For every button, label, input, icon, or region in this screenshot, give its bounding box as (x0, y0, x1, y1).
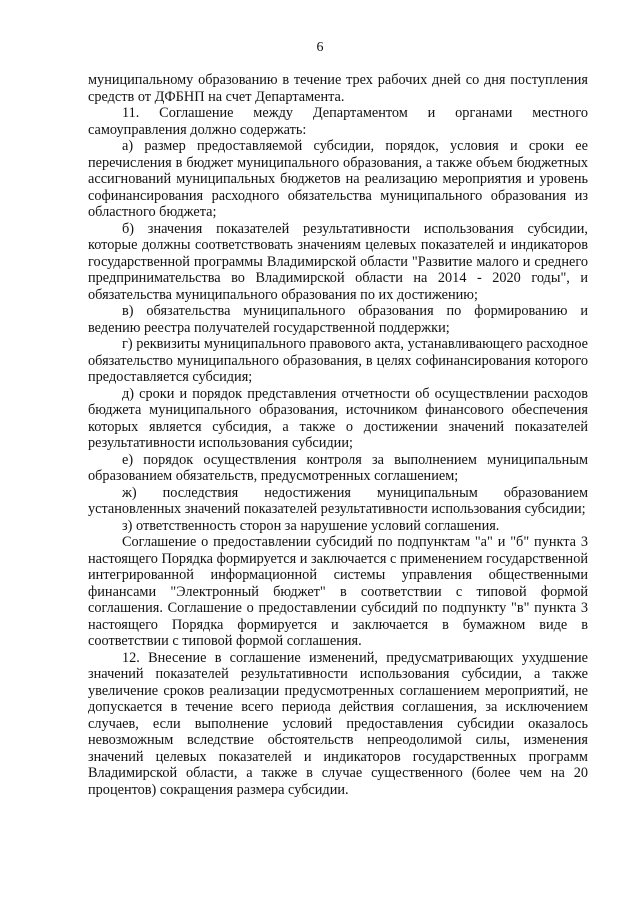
paragraph-clause-11: 11. Соглашение между Департаментом и органами местного самоуправления должно содержать: (88, 105, 588, 138)
paragraph-item-g: г) реквизиты муниципального правового акта, устанавливающего расходное обязательство муниципального образования, в целях софинансирования которого предоставляется субсидия; (88, 336, 588, 385)
paragraph-clause-12: 12. Внесение в соглашение изменений, предусматривающих ухудшение значений показателей результативности использования субсидии, а также увеличение сроков реализации предусмотренных соглашением мероприятий, не допускается в течение всего периода действия соглашения, за исключением случаев, если выполнение условий предоставления субсидии оказалось невозможным вследствие обстоятельств непреодолимой силы, изменения значений целевых показателей и индикаторов государственных программ Владимирской области, а также в случае существенного (более чем на 20 процентов) сокращения размера субсидии. (88, 649, 588, 798)
paragraph-item-z: з) ответственность сторон за нарушение условий соглашения. (122, 517, 500, 534)
paragraph-continuation: муниципальному образованию в течение трех рабочих дней со дня поступления средств от ДФБНП на счет Департамента. (88, 72, 588, 105)
paragraph-item-d: д) сроки и порядок представления отчетности об осуществлении расходов бюджета муниципального образования, источником финансового обеспечения которых является субсидия, а также о достижении значений показателей результативности использования субсидии; (88, 385, 588, 451)
paragraph-agreement-form: Соглашение о предоставлении субсидий по подпунктам "а" и "б" пункта 3 настоящего Порядка формируется и заключается с применением государственной интегрированной информационной системы управления общественными финансами "Электронный бюджет" в соответствии с типовой формой соглашения. Соглашение о предоставлении субсидий по подпункту "в" пункта 3 настоящего Порядка формируется и заключается в бумажном виде в соответствии с типовой формой соглашения. (88, 534, 588, 649)
paragraph-item-e: е) порядок осуществления контроля за выполнением муниципальным образованием обязательств, предусмотренных соглашением; (88, 451, 588, 484)
page-number: 6 (316, 40, 324, 55)
paragraph-item-b: б) значения показателей результативности использования субсидии, которые должны соответствовать значениям целевых показателей и индикаторов государственной программы Владимирской области "Развитие малого и среднего предпринимательства во Владимирской области на 2014 - 2020 годы", и обязательства муниципального образования по их достижению; (88, 220, 588, 303)
document-body (88, 72, 588, 798)
paragraph-item-v: в) обязательства муниципального образования по формированию и ведению реестра получателей государственной поддержки; (88, 303, 588, 336)
paragraph-item-a: а) размер предоставляемой субсидии, порядок, условия и сроки ее перечисления в бюджет муниципального образования, а также объем бюджетных ассигнований муниципальных бюджетов на реализацию мероприятия и уровень софинансирования расходного обязательства муниципального образования из областного бюджета; (88, 138, 588, 220)
paragraph-item-zh: ж) последствия недостижения муниципальным образованием установленных значений показателей результативности использования субсидии; (88, 484, 588, 517)
